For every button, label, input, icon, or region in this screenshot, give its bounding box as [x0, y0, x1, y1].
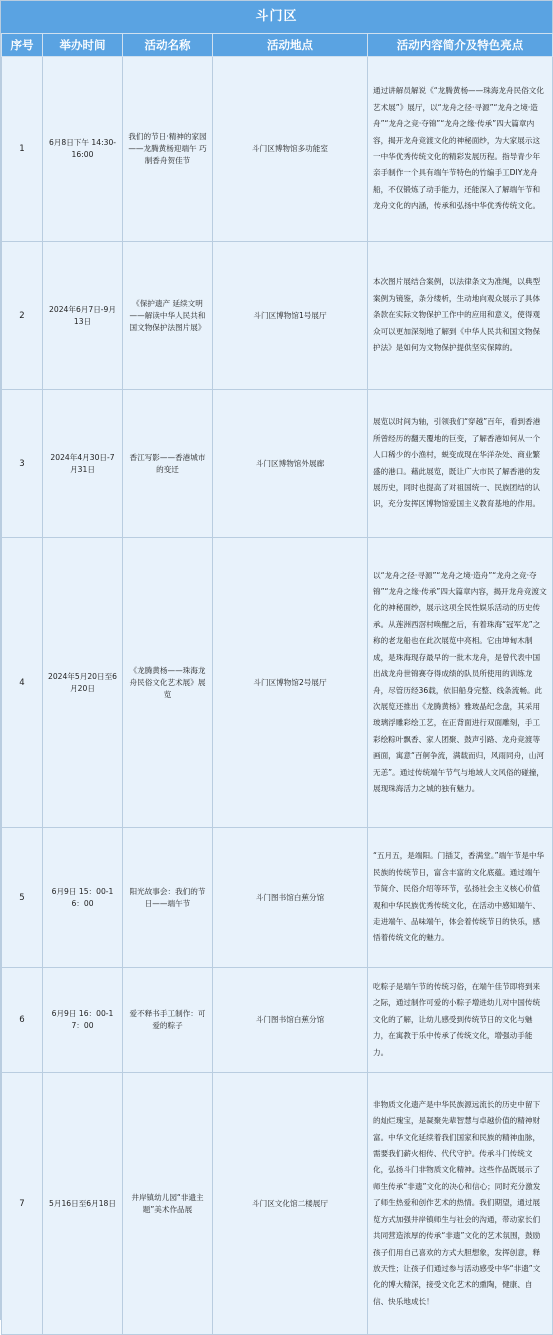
row-time: 6月9日 16：00-17：00	[43, 968, 123, 1073]
row-description: 吃粽子是端午节的传统习俗，在端午佳节即将到来之际，通过制作可爱的小粽子增进幼儿对中国传统文化的了解，让幼儿感受到传统节日的文化与魅力，在寓教于乐中传承了传统文化，增强动手能力。	[368, 968, 553, 1073]
activity-table	[1, 33, 553, 1335]
row-time: 5月16日至6月18日	[43, 1073, 123, 1335]
row-description: 以“龙舟之径·寻源”“龙舟之境·造舟”“龙舟之竞·夺锦”“龙舟之缘·传承”四大篇章内容，揭开龙舟竞渡文化的神秘面纱，展示这项全民性娱乐活动的历史传承。从莲洲西滘村唤醒之后，有着珠海“冠军龙”之称的老龙船也在此次展览中亮相。它由坤甸木制成，是珠海现存最早的一批木龙舟，是曾代表中国出战龙舟世锦赛夺得成绩的队员所使用的训练龙舟，尽管历经36载，依旧船身完整、线条流畅。此次展览还推出《龙腾黄杨》雅玻晶纪念盘，其采用玻璃浮雕彩绘工艺，在正背面进行双面雕刻，手工彩绘粽叶飘香、家人团聚、鼓声引路、龙舟竞渡等画面，寓意“百舸争流，满载而归，风雨同舟，山河无恙”。通过传统端午节气与地域人文风俗的碰撞，展现珠海活力之城的独有魅力。	[368, 538, 553, 828]
row-place: 斗门区博物馆2号展厅	[213, 538, 368, 828]
row-place: 斗门区博物馆外展廊	[213, 390, 368, 538]
row-activity-name: 阳光故事会：我们的节日——端午节	[123, 828, 213, 968]
row-activity-name: 香江写影——香港城市的变迁	[123, 390, 213, 538]
row-time: 6月8日下午 14:30-16:00	[43, 57, 123, 242]
row-place: 斗门图书馆白蕉分馆	[213, 828, 368, 968]
table-row	[2, 968, 553, 1073]
row-activity-name: 我们的节日·精神的家园——龙腾黄杨迎端午 巧制香舟贺佳节	[123, 57, 213, 242]
table-row	[2, 390, 553, 538]
row-no: 1	[2, 57, 43, 242]
row-activity-name: 《龙腾黄杨——珠海龙舟民俗文化艺术展》展览	[123, 538, 213, 828]
row-activity-name: 爱不释书手工制作：可爱的粽子	[123, 968, 213, 1073]
row-description: 通过讲解员解说《“龙腾黄杨——珠海龙舟民俗文化艺术展”》展厅，以“龙舟之径·寻源”“龙舟之境·造舟”“龙舟之竞·夺锦”“龙舟之缘·传承”四大篇章内容，揭开龙舟竞渡文化的神秘面纱，为大家展示这一中华优秀传统文化的精彩发展历程。指导青少年亲手制作一个具有端午节特色的竹编手工DIY龙舟船，不仅锻炼了动手能力，还能深入了解端午节和龙舟文化的内涵，传承和弘扬中华优秀传统文化。	[368, 57, 553, 242]
row-description: 非物质文化遗产是中华民族源远流长的历史中留下的灿烂瑰宝，是凝聚先辈智慧与卓越价值的精神财富。中华文化延续着我们国家和民族的精神血脉，需要我们薪火相传、代代守护。传承斗门传统文化，弘扬斗门非物质文化精神。这些作品既展示了师生传承“非遗”文化的决心和信心；同时充分激发了师生热爱和创作艺术的热情。我们期望，通过展览方式加强井岸镇师生与社会的沟通，带动家长们共同营造浓厚的传承“非遗”文化的艺术氛围，鼓励孩子们用自己喜欢的方式大胆想象，发挥创意，释放天性；让孩子们通过参与活动感受中华“非遗”文化的博大精深，接受文化艺术的熏陶，健康、自信、快乐地成长！	[368, 1073, 553, 1335]
table-row	[2, 828, 553, 968]
table-row	[2, 538, 553, 828]
header-name: 活动名称	[123, 34, 213, 57]
row-description: 展览以时间为轴，引领我们“穿越”百年，看到香港所曾经历的翻天覆地的巨变，了解香港如何从一个人口稀少的小渔村，蜕变成现在华洋杂处、商业繁盛的港口。藉此展览，既让广大市民了解香港的发展历史，同时也提高了对祖国统一、民族团结的认识，充分发挥区博物馆爱国主义教育基地的作用。	[368, 390, 553, 538]
row-place: 斗门区博物馆多功能室	[213, 57, 368, 242]
row-no: 7	[2, 1073, 43, 1335]
row-place: 斗门区文化馆二楼展厅	[213, 1073, 368, 1335]
row-time: 2024年4月30日-7月31日	[43, 390, 123, 538]
table-row	[2, 57, 553, 242]
header-place: 活动地点	[213, 34, 368, 57]
row-time: 2024年6月7日-9月13日	[43, 242, 123, 390]
row-no: 6	[2, 968, 43, 1073]
row-place: 斗门图书馆白蕉分馆	[213, 968, 368, 1073]
row-no: 2	[2, 242, 43, 390]
row-activity-name: 《保护遗产 延续文明——解读中华人民共和国文物保护法图片展》	[123, 242, 213, 390]
row-no: 5	[2, 828, 43, 968]
table-title: 斗门区	[1, 1, 552, 33]
row-time: 2024年5月20日至6月20日	[43, 538, 123, 828]
row-no: 3	[2, 390, 43, 538]
header-desc: 活动内容简介及特色亮点	[368, 34, 553, 57]
table-row	[2, 1073, 553, 1335]
row-time: 6月9日 15：00-16：00	[43, 828, 123, 968]
header-time: 举办时间	[43, 34, 123, 57]
row-description: “五月五，是端阳。门插艾，香满堂。”端午节是中华民族的传统节日，富含丰富的文化底蕴。通过端午节简介、民俗介绍等环节，弘扬社会主义核心价值观和中华民族优秀传统文化，在活动中感知端午、走进端午、品味端午，体会着传统节日的快乐，感悟着传统文化的魅力。	[368, 828, 553, 968]
table-row	[2, 242, 553, 390]
row-activity-name: 井岸镇幼儿园“非遗主题”美术作品展	[123, 1073, 213, 1335]
row-place: 斗门区博物馆1号展厅	[213, 242, 368, 390]
row-description: 本次图片展结合案例，以法律条文为准绳，以典型案例为镜鉴，条分缕析，生动地向观众展示了具体条款在实际文物保护工作中的应用和意义，使得观众可以更加深刻地了解到《中华人民共和国文物保护法》是如何为文物保护提供坚实保障的。	[368, 242, 553, 390]
header-no: 序号	[2, 34, 43, 57]
row-no: 4	[2, 538, 43, 828]
header-row	[2, 34, 553, 57]
